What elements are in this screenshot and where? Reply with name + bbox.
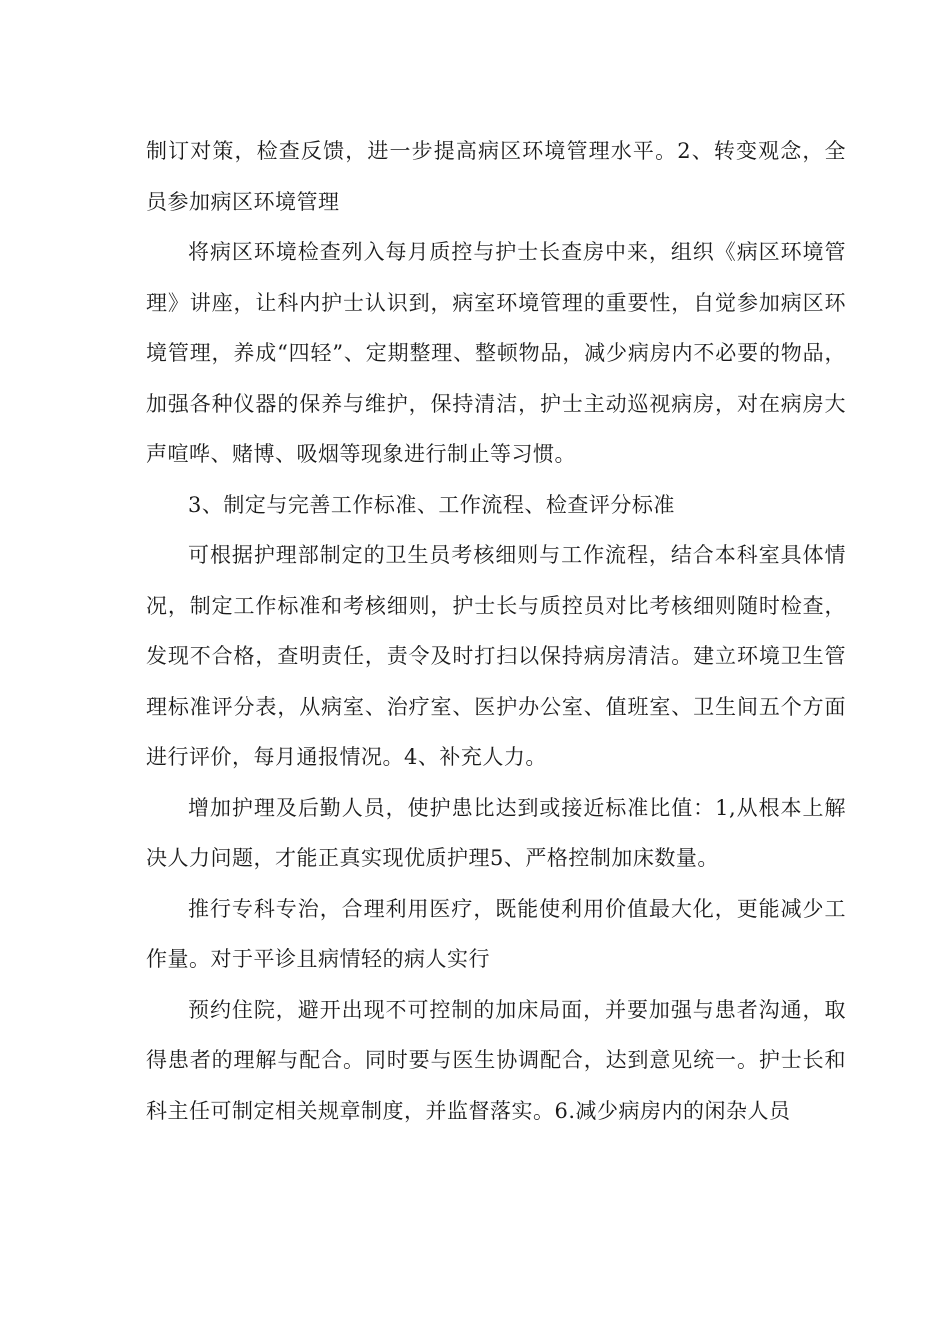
paragraph-1: 制订对策，检查反馈，进一步提高病区环境管理水平。2、转变观念，全员参加病区环境管理	[146, 139, 846, 214]
paragraph-4: 可根据护理部制定的卫生员考核细则与工作流程，结合本科室具体情况，制定工作标准和考核细则，护士长与质控员对比考核细则随时检查，发现不合格，查明责任，责令及时打扫以保持病房清洁。建立环境卫生管理标准评分表，从病室、治疗室、医护办公室、值班室、卫生间五个方面进行评价，每月通报情况。4、补充人力。	[146, 543, 846, 769]
paragraph-6: 推行专科专治，合理利用医疗，既能使利用价值最大化，更能减少工作量。对于平诊且病情轻的病人实行	[146, 896, 846, 971]
document-body	[146, 126, 846, 1136]
paragraph-5: 增加护理及后勤人员，使护患比达到或接近标准比值：1,从根本上解决人力问题，才能正真实现优质护理5、严格控制加床数量。	[146, 795, 846, 870]
paragraph-2: 将病区环境检查列入每月质控与护士长查房中来，组织《病区环境管理》讲座，让科内护士认识到，病室环境管理的重要性，自觉参加病区环境管理，养成“四轻”、定期整理、整顿物品，减少病房内不必要的物品，加强各种仪器的保养与维护，保持清洁，护士主动巡视病房，对在病房大声喧哗、赌博、吸烟等现象进行制止等习惯。	[146, 240, 846, 466]
paragraph-7: 预约住院，避开出现不可控制的加床局面，并要加强与患者沟通，取得患者的理解与配合。同时要与医生协调配合，达到意见统一。护士长和科主任可制定相关规章制度，并监督落实。6.减少病房内的闲杂人员	[146, 997, 846, 1123]
paragraph-3-heading: 3、制定与完善工作标准、工作流程、检查评分标准	[188, 492, 675, 517]
